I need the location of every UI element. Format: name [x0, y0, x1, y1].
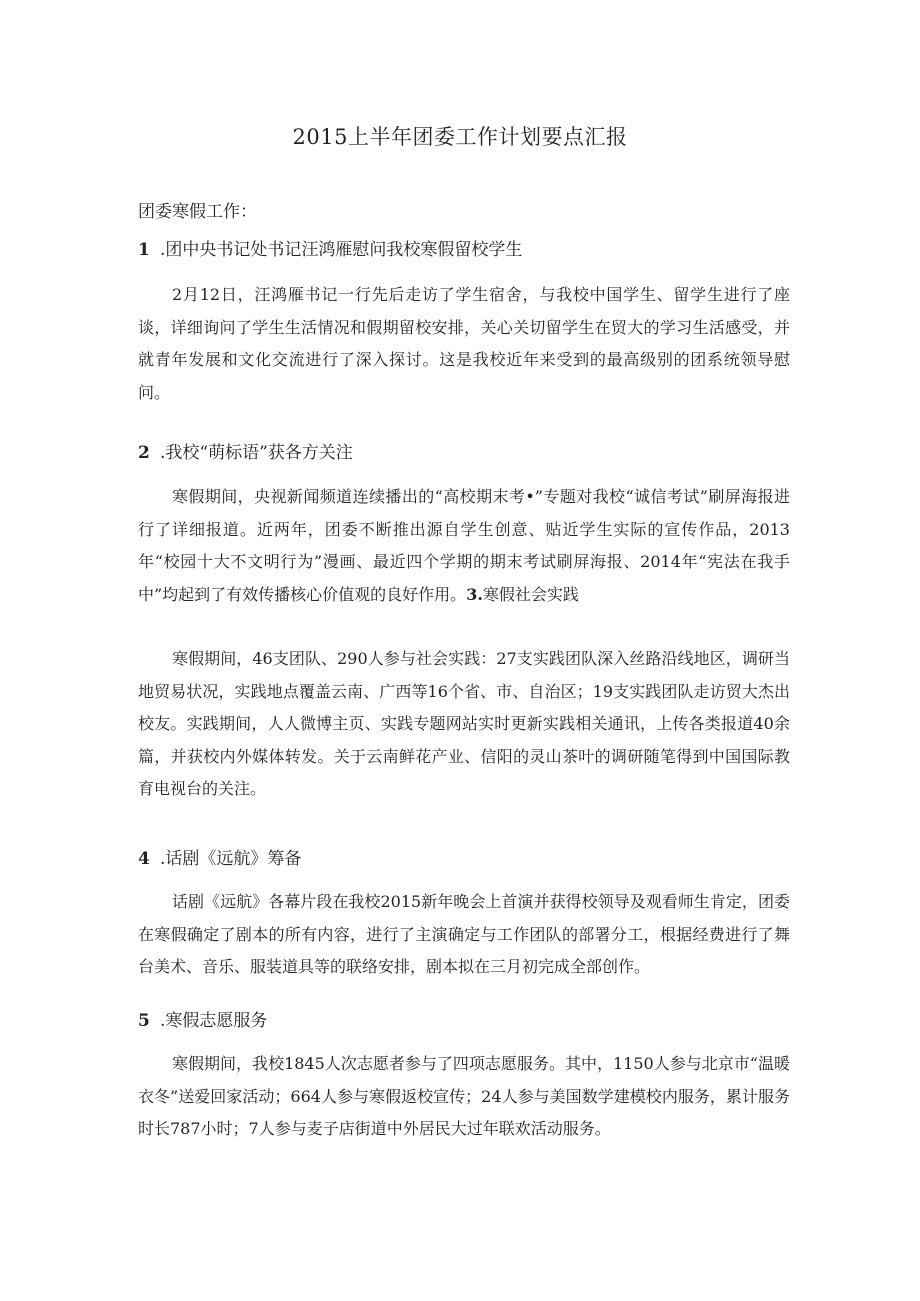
- item-number: 5: [138, 1011, 150, 1031]
- item-number: 1: [138, 240, 150, 260]
- item-1-heading: [138, 238, 522, 262]
- page-title: 2015上半年团委工作计划要点汇报: [292, 125, 628, 149]
- item-2-paragraph: [138, 481, 790, 611]
- item-4-heading: [138, 847, 301, 871]
- item-number: 2: [138, 443, 150, 463]
- item-1-paragraph: 2月12日，汪鸿雁书记一行先后走访了学生宿舍，与我校中国学生、留学生进行了座谈，详细询问了学生生活情况和假期留校安排，关心关切留学生在贸大的学习生活感受，并就青年发展和文化交流进行了深入探讨。这是我校近年来受到的最高级别的团系统领导慰问。: [138, 285, 790, 402]
- item-heading-text: .话剧《远航》筹备: [160, 849, 302, 869]
- item-3-paragraph: 寒假期间，46支团队、290人参与社会实践：27支实践团队深入丝路沿线地区，调研当地贸易状况，实践地点覆盖云南、广西等16个省、市、自治区；19支实践团队走访贸大杰出校友。实践期间，人人微博主页、实践专题网站实时更新实践相关通讯，上传各类报道40余篇，并获校内外媒体转发。关于云南鲜花产业、信阳的灵山茶叶的调研随笔得到中国国际教育电视台的关注。: [138, 649, 790, 798]
- item-3-heading-text: 寒假社会实践: [482, 584, 579, 604]
- section-label: 团委寒假工作：: [138, 202, 257, 222]
- item-number: 4: [138, 849, 150, 869]
- item-2-paragraph-text: 寒假期间，央视新闻频道连续播出的“高校期末考•”专题对我校“诚信考试”刷屏海报进行了详细报道。近两年，团委不断推出源自学生创意、贴近学生实际的宣传作品，2013年“校园十大不文明行为”漫画、最近四个学期的期末考试刷屏海报、2014年“宪法在我手中”均起到了有效传播核心价值观的良好作用。: [138, 487, 790, 604]
- item-3-number: 3.: [466, 584, 483, 604]
- item-heading-text: .我校“萌标语”获各方关注: [160, 443, 353, 463]
- item-2-heading: [138, 441, 353, 465]
- item-5-paragraph: 寒假期间，我校1845人次志愿者参与了四项志愿服务。其中，1150人参与北京市“温暖衣冬”送爱回家活动；664人参与寒假返校宣传；24人参与美国数学建模校内服务，累计服务时长787小时；7人参与麦子店街道中外居民大过年联欢活动服务。: [138, 1054, 790, 1138]
- item-5-heading: [138, 1009, 267, 1033]
- item-heading-text: .团中央书记处书记汪鸿雁慰问我校寒假留校学生: [160, 240, 523, 260]
- item-4-paragraph: 话剧《远航》各幕片段在我校2015新年晚会上首演并获得校领导及观看师生肯定，团委在寒假确定了剧本的所有内容，进行了主演确定与工作团队的部署分工，根据经费进行了舞台美术、音乐、服装道具等的联络安排，剧本拟在三月初完成全部创作。: [138, 892, 790, 976]
- item-heading-text: .寒假志愿服务: [160, 1011, 268, 1031]
